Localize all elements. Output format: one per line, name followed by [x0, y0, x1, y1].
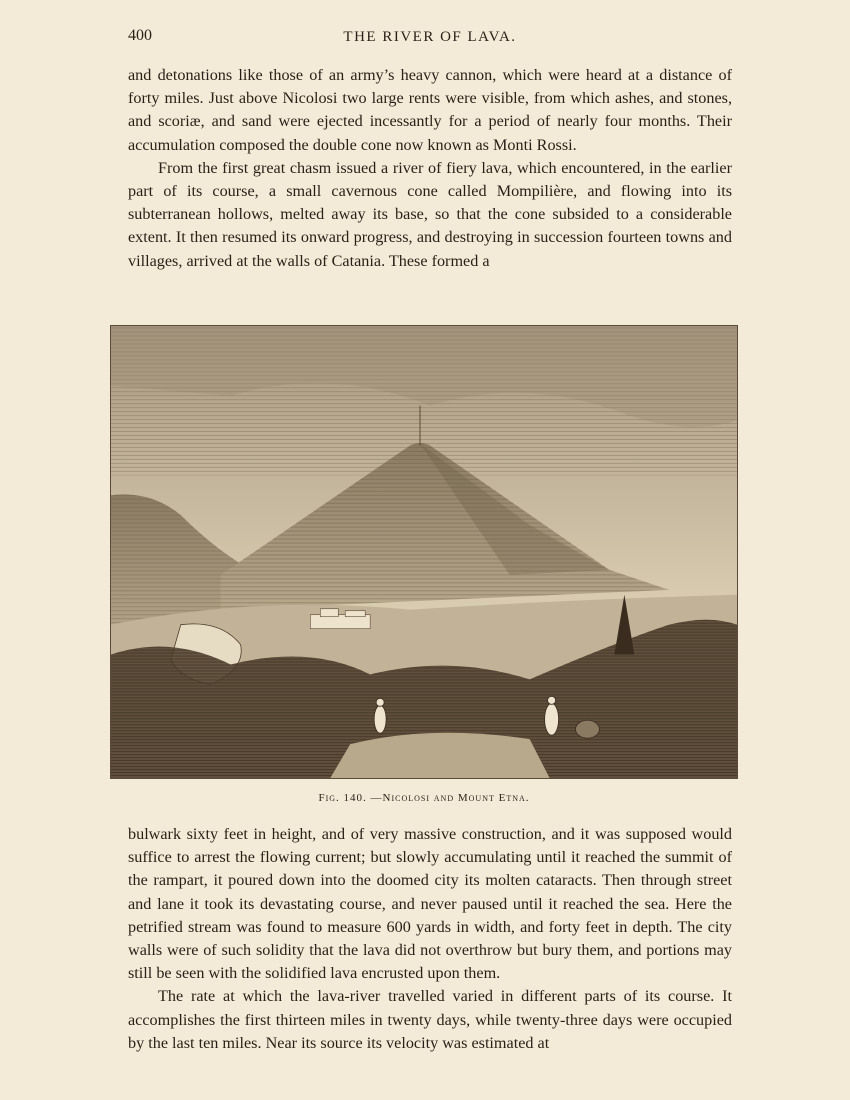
body-text-top	[128, 64, 732, 273]
figure-caption: Fig. 140. —Nicolosi and Mount Etna.	[318, 792, 530, 804]
paragraph: and detonations like those of an army’s heavy cannon, which were heard at a distance of forty miles. Just above Nicolosi two large rents were visible, from which ashes, and stones, and scoriæ, and sand were ejected incessantly for a period of nearly four months. Their accumulation composed the double cone now known as Monti Rossi.	[128, 66, 732, 154]
paragraph: bulwark sixty feet in height, and of very massive construction, and it was supposed would suffice to arrest the flowing current; but slowly accumulating until it reached the summit of the rampart, it poured down into the doomed city its molten cataracts. Then through street and lane it took its devastating course, and never paused until it reached the sea. Here the petrified stream was found to measure 600 yards in width, and forty feet in depth. The city walls were of such solidity that the lava did not overthrow but bury them, and portions may still be seen with the solidified lava encrusted upon them.	[128, 825, 732, 983]
body-text-bottom	[128, 823, 732, 1055]
page-number: 400	[128, 27, 152, 44]
engraving-illustration	[111, 326, 737, 778]
running-title: THE RIVER OF LAVA.	[343, 29, 517, 45]
page-header	[128, 27, 732, 51]
paragraph: The rate at which the lava-river travelled varied in different parts of its course. It accomplishes the first thirteen miles in twenty days, while twenty-three days were occupied by the last ten miles. Near its source its velocity was estimated at	[128, 987, 732, 1052]
engraving-nicolosi-etna	[110, 325, 738, 779]
paragraph: From the first great chasm issued a river of fiery lava, which encountered, in the earlier part of its course, a small cavernous cone called Mompilière, and flowing into its subterranean hollows, melted away its base, so that the cone subsided to a considerable extent. It then resumed its onward progress, and destroying in succession fourteen towns and villages, arrived at the walls of Catania. These formed a	[128, 158, 732, 270]
